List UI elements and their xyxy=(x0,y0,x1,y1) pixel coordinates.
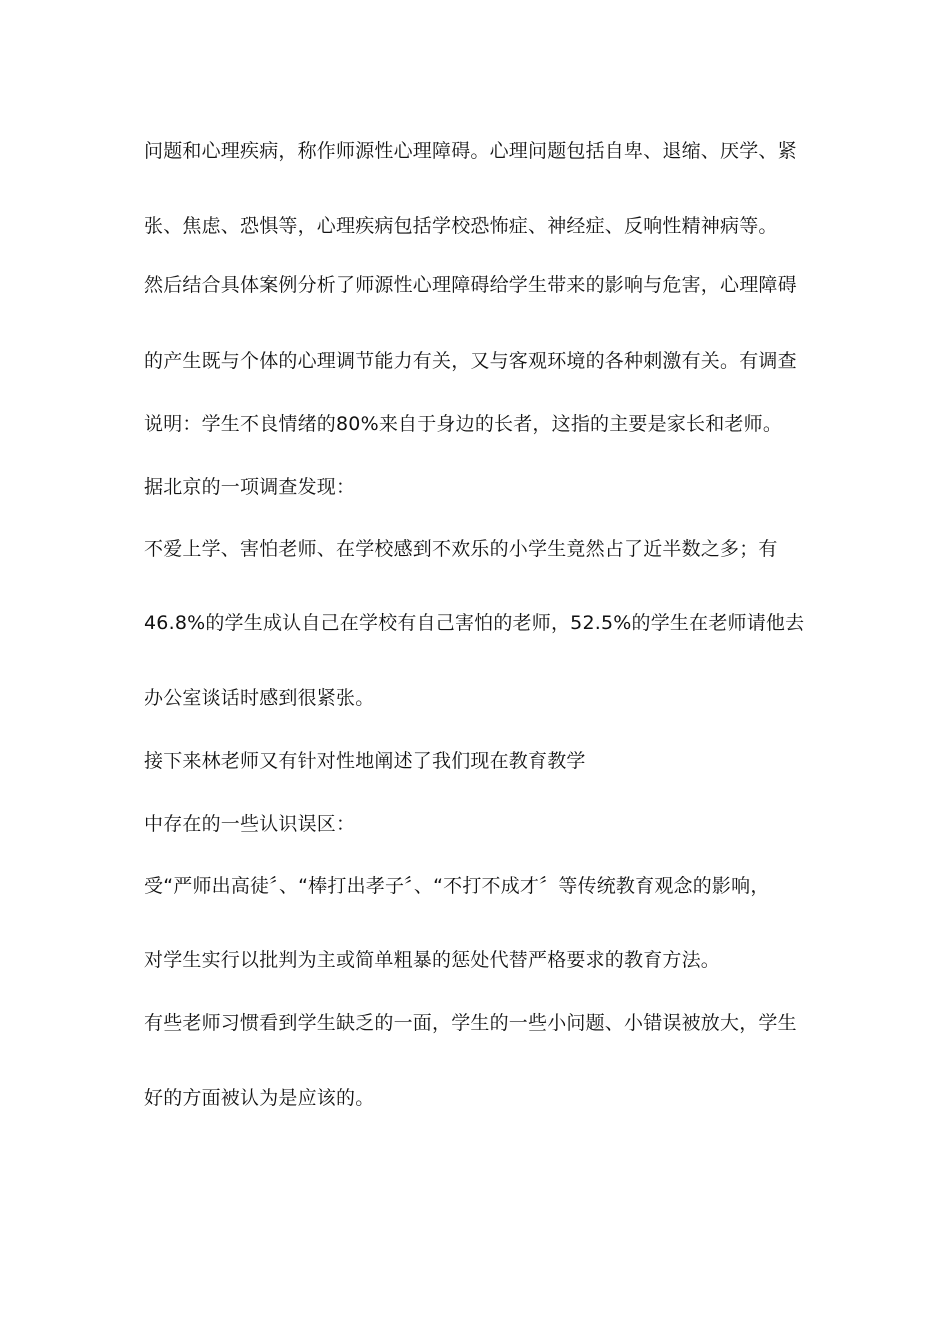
text-line: 受“严师出高徒〞、“棒打出孝子〞、“不打不成才〞等传统教育观念的影响， xyxy=(144,875,770,897)
text-line: 的产生既与个体的心理调节能力有关，又与客观环境的各种刺激有关。有调查 xyxy=(144,350,797,372)
text-line: 中存在的一些认识误区： xyxy=(144,813,356,835)
text-line: 办公室谈话时感到很紧张。 xyxy=(144,687,375,709)
text-line: 据北京的一项调查发现： xyxy=(144,476,356,498)
text-line: 张、焦虑、恐惧等，心理疾病包括学校恐怖症、神经症、反响性精神病等。 xyxy=(144,215,778,237)
text-line: 好的方面被认为是应该的。 xyxy=(144,1087,375,1109)
text-line: 然后结合具体案例分析了师源性心理障碍给学生带来的影响与危害，心理障碍 xyxy=(144,274,797,296)
text-line: 不爱上学、害怕老师、在学校感到不欢乐的小学生竟然占了近半数之多；有 xyxy=(144,538,778,560)
text-line: 有些老师习惯看到学生缺乏的一面，学生的一些小问题、小错误被放大，学生 xyxy=(144,1012,797,1034)
text-line: 问题和心理疾病，称作师源性心理障碍。心理问题包括自卑、退缩、厌学、紧 xyxy=(144,140,797,162)
text-line: 对学生实行以批判为主或简单粗暴的惩处代替严格要求的教育方法。 xyxy=(144,949,721,971)
text-line: 说明：学生不良情绪的80%来自于身边的长者，这指的主要是家长和老师。 xyxy=(144,413,783,435)
text-line: 接下来林老师又有针对性地阐述了我们现在教育教学 xyxy=(144,750,586,772)
text-line: 46.8%的学生成认自己在学校有自己害怕的老师，52.5%的学生在老师请他去 xyxy=(144,612,805,634)
